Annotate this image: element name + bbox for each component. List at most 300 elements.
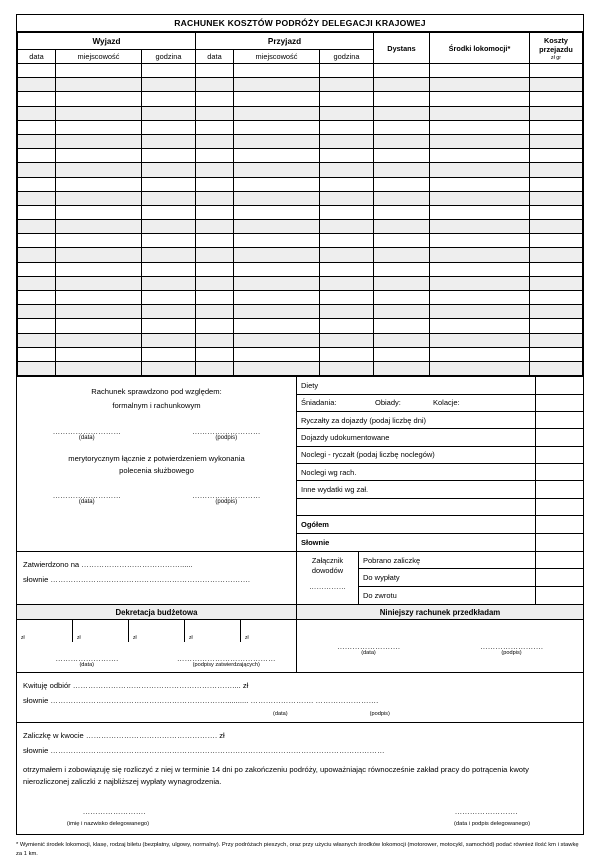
table-cell[interactable] (530, 205, 583, 219)
approval-line1[interactable]: Zatwierdzono na …………………………………...... (23, 560, 193, 570)
cost-breakdown-list (297, 377, 583, 551)
submission-date-dots[interactable]: ……………………. (337, 642, 400, 652)
advance-row-value[interactable] (535, 552, 583, 568)
cost-row-value[interactable] (535, 481, 583, 497)
table-cell[interactable] (142, 163, 196, 177)
verify-date-dots-2[interactable]: ……………………… (52, 491, 121, 501)
table-cell[interactable] (18, 220, 56, 234)
header-koszty-unit: zł gr (550, 54, 562, 61)
table-cell[interactable] (374, 234, 430, 248)
table-cell[interactable] (56, 205, 142, 219)
table-row[interactable] (18, 305, 583, 319)
table-cell[interactable] (142, 177, 196, 191)
table-cell[interactable] (142, 347, 196, 361)
table-cell[interactable] (530, 319, 583, 333)
table-row[interactable] (18, 291, 583, 305)
table-cell[interactable] (142, 120, 196, 134)
table-cell[interactable] (320, 64, 374, 78)
receipt-captions (23, 707, 577, 722)
table-cell[interactable] (234, 92, 320, 106)
settlement-sign-dots[interactable]: ……………………. (454, 807, 518, 817)
table-cell[interactable] (374, 319, 430, 333)
table-cell[interactable] (430, 134, 530, 148)
table-cell[interactable] (320, 120, 374, 134)
table-cell[interactable] (18, 177, 56, 191)
table-cell[interactable] (374, 305, 430, 319)
table-cell[interactable] (320, 333, 374, 347)
table-cell[interactable] (18, 149, 56, 163)
table-cell[interactable] (56, 234, 142, 248)
table-cell[interactable] (56, 333, 142, 347)
table-cell[interactable] (320, 319, 374, 333)
table-cell[interactable] (234, 134, 320, 148)
table-cell[interactable] (142, 64, 196, 78)
table-cell[interactable] (56, 191, 142, 205)
table-cell[interactable] (234, 120, 320, 134)
table-cell[interactable] (234, 191, 320, 205)
verification-line2: formalnym i rachunkowym (112, 401, 201, 411)
advance-dots[interactable]: …………… (309, 582, 346, 592)
table-cell[interactable] (374, 191, 430, 205)
caption-sign-1: (podpis) (215, 435, 238, 442)
table-cell[interactable] (196, 177, 234, 191)
table-cell[interactable] (142, 333, 196, 347)
receipt-line1[interactable]: Kwituję odbiór ……………………………………………………….... zł (23, 681, 249, 691)
table-cell[interactable] (18, 347, 56, 361)
table-cell[interactable] (196, 134, 234, 148)
receipt-line2[interactable]: słownie ……………………………………………………………........... ……………………. ……………………. (23, 696, 379, 706)
table-cell[interactable] (430, 64, 530, 78)
table-cell[interactable] (530, 220, 583, 234)
table-cell[interactable] (18, 106, 56, 120)
budget-date-dots[interactable]: ……………………. (55, 654, 119, 664)
table-cell[interactable] (196, 92, 234, 106)
approval-and-advance-section (17, 551, 583, 604)
table-cell[interactable] (234, 333, 320, 347)
advance-rows (359, 552, 583, 604)
table-row[interactable] (18, 106, 583, 120)
currency-label: zł (77, 635, 81, 642)
cost-row-value[interactable] (535, 447, 583, 463)
table-cell[interactable] (430, 177, 530, 191)
table-cell[interactable] (196, 305, 234, 319)
budget-decree-block (17, 605, 297, 672)
table-cell[interactable] (56, 120, 142, 134)
table-cell[interactable] (56, 291, 142, 305)
table-cell[interactable] (374, 134, 430, 148)
table-cell[interactable] (234, 64, 320, 78)
table-cell[interactable] (234, 276, 320, 290)
currency-label: zł (21, 635, 25, 642)
table-cell[interactable] (142, 205, 196, 219)
table-cell[interactable] (320, 234, 374, 248)
table-cell[interactable] (320, 262, 374, 276)
table-cell[interactable] (374, 78, 430, 92)
cost-row-value[interactable] (535, 516, 583, 532)
table-cell[interactable] (18, 262, 56, 276)
currency-label: zł (133, 635, 137, 642)
table-row[interactable] (18, 319, 583, 333)
table-cell[interactable] (530, 234, 583, 248)
table-cell[interactable] (196, 149, 234, 163)
table-cell[interactable] (430, 305, 530, 319)
table-cell[interactable] (142, 361, 196, 375)
table-cell[interactable] (234, 163, 320, 177)
table-cell[interactable] (142, 276, 196, 290)
table-cell[interactable] (18, 120, 56, 134)
currency-label: zł (189, 635, 193, 642)
table-cell[interactable] (56, 361, 142, 375)
cost-row-value[interactable] (535, 377, 583, 393)
table-cell[interactable] (56, 92, 142, 106)
table-cell[interactable] (56, 305, 142, 319)
table-row[interactable] (18, 191, 583, 205)
table-cell[interactable] (56, 276, 142, 290)
table-cell[interactable] (430, 234, 530, 248)
table-cell[interactable] (430, 347, 530, 361)
table-cell[interactable] (234, 262, 320, 276)
cost-row-label: Dojazdy udokumentowane (301, 432, 390, 442)
table-cell[interactable] (320, 291, 374, 305)
table-cell[interactable] (196, 361, 234, 375)
settlement-line2[interactable]: słownie …………………………………………………………………………………………………………………… (23, 746, 385, 756)
table-cell[interactable] (430, 291, 530, 305)
table-cell[interactable] (374, 333, 430, 347)
table-cell[interactable] (530, 78, 583, 92)
cost-row (297, 481, 583, 498)
table-cell[interactable] (196, 319, 234, 333)
table-cell[interactable] (530, 291, 583, 305)
table-cell[interactable] (234, 149, 320, 163)
verify-sign-dots-1[interactable]: ……………………… (192, 427, 261, 437)
table-cell[interactable] (320, 106, 374, 120)
table-cell[interactable] (18, 248, 56, 262)
table-cell[interactable] (142, 291, 196, 305)
table-cell[interactable] (56, 177, 142, 191)
table-row[interactable] (18, 92, 583, 106)
table-cell[interactable] (374, 149, 430, 163)
table-cell[interactable] (56, 220, 142, 234)
budget-caption-sign: (podpisy zatwierdzających) (192, 662, 260, 669)
table-cell[interactable] (530, 163, 583, 177)
table-cell[interactable] (530, 276, 583, 290)
table-cell[interactable] (430, 78, 530, 92)
table-cell[interactable] (142, 220, 196, 234)
table-cell[interactable] (374, 361, 430, 375)
table-cell[interactable] (142, 234, 196, 248)
advance-label-line2: dowodów (311, 566, 344, 576)
table-cell[interactable] (234, 106, 320, 120)
table-cell[interactable] (374, 248, 430, 262)
submission-caption-row (297, 650, 583, 660)
table-row[interactable] (18, 205, 583, 219)
advance-row-value[interactable] (535, 569, 583, 585)
table-cell[interactable] (142, 92, 196, 106)
settlement-name-dots[interactable]: ……………………. (82, 807, 146, 817)
table-cell[interactable] (374, 177, 430, 191)
table-cell[interactable] (320, 149, 374, 163)
table-cell[interactable] (18, 191, 56, 205)
table-cell[interactable] (142, 149, 196, 163)
verification-line1: Rachunek sprawdzono pod względem: (91, 387, 222, 397)
table-cell[interactable] (142, 78, 196, 92)
cost-row-label: Śniadania: Obiady: Kolacje: (301, 398, 460, 408)
table-cell[interactable] (234, 319, 320, 333)
table-cell[interactable] (196, 163, 234, 177)
cost-row-label: Ryczałty za dojazdy (podaj liczbę dni) (301, 415, 427, 425)
table-cell[interactable] (320, 276, 374, 290)
table-cell[interactable] (18, 276, 56, 290)
table-cell[interactable] (320, 163, 374, 177)
table-cell[interactable] (56, 262, 142, 276)
table-cell[interactable] (142, 305, 196, 319)
table-cell[interactable] (196, 78, 234, 92)
table-cell[interactable] (196, 220, 234, 234)
approval-line2[interactable]: słownie ……………………………………………………………………. (23, 575, 250, 585)
table-cell[interactable] (530, 333, 583, 347)
table-cell[interactable] (430, 220, 530, 234)
budget-decree-cell[interactable] (129, 620, 185, 642)
table-cell[interactable] (430, 361, 530, 375)
merit-line2: polecenia służbowego (119, 466, 194, 476)
table-cell[interactable] (320, 92, 374, 106)
table-row[interactable] (18, 248, 583, 262)
table-cell[interactable] (234, 78, 320, 92)
table-cell[interactable] (56, 347, 142, 361)
table-cell[interactable] (530, 120, 583, 134)
table-row[interactable] (18, 333, 583, 347)
budget-decree-cell[interactable] (185, 620, 241, 642)
caption-sign-2: (podpis) (215, 499, 238, 506)
table-cell[interactable] (196, 262, 234, 276)
cost-row-value[interactable] (535, 534, 583, 551)
table-cell[interactable] (430, 191, 530, 205)
table-cell[interactable] (18, 205, 56, 219)
table-cell[interactable] (530, 177, 583, 191)
table-cell[interactable] (320, 220, 374, 234)
table-cell[interactable] (530, 248, 583, 262)
table-cell[interactable] (196, 291, 234, 305)
table-cell[interactable] (320, 361, 374, 375)
table-cell[interactable] (320, 305, 374, 319)
table-cell[interactable] (430, 333, 530, 347)
table-cell[interactable] (196, 191, 234, 205)
table-cell[interactable] (430, 248, 530, 262)
settlement-line1[interactable]: Zaliczkę w kwocie ……………………………………………. zł (23, 731, 225, 741)
table-cell[interactable] (142, 262, 196, 276)
table-cell[interactable] (18, 361, 56, 375)
table-cell[interactable] (320, 347, 374, 361)
table-cell[interactable] (530, 149, 583, 163)
table-cell[interactable] (196, 120, 234, 134)
table-cell[interactable] (430, 319, 530, 333)
table-cell[interactable] (320, 134, 374, 148)
header-koszty-przejazdu (530, 33, 583, 64)
table-cell[interactable] (374, 347, 430, 361)
submission-caption-date: (data) (361, 650, 376, 657)
advance-row (359, 552, 583, 569)
table-cell[interactable] (18, 163, 56, 177)
table-cell[interactable] (430, 205, 530, 219)
table-cell[interactable] (234, 347, 320, 361)
table-cell[interactable] (196, 333, 234, 347)
table-cell[interactable] (234, 205, 320, 219)
table-cell[interactable] (196, 248, 234, 262)
table-row[interactable] (18, 177, 583, 191)
table-cell[interactable] (374, 163, 430, 177)
table-cell[interactable] (374, 205, 430, 219)
table-cell[interactable] (374, 220, 430, 234)
caption-date-1: (data) (78, 435, 95, 442)
table-cell[interactable] (530, 305, 583, 319)
verify-date-dots-1[interactable]: ……………………… (52, 427, 121, 437)
table-cell[interactable] (234, 361, 320, 375)
submission-sign-dots[interactable]: ……………………. (480, 642, 543, 652)
table-cell[interactable] (56, 78, 142, 92)
table-cell[interactable] (18, 78, 56, 92)
receipt-caption-sign: (podpis) (369, 711, 390, 718)
table-cell[interactable] (530, 262, 583, 276)
table-cell[interactable] (196, 64, 234, 78)
table-row[interactable] (18, 262, 583, 276)
table-cell[interactable] (56, 163, 142, 177)
table-row[interactable] (18, 149, 583, 163)
advance-block (297, 552, 583, 604)
table-cell[interactable] (530, 361, 583, 375)
table-cell[interactable] (56, 248, 142, 262)
table-cell[interactable] (196, 347, 234, 361)
table-row[interactable] (18, 361, 583, 375)
advance-attachments-label (297, 552, 359, 604)
table-cell[interactable] (142, 134, 196, 148)
table-cell[interactable] (18, 333, 56, 347)
table-cell[interactable] (530, 134, 583, 148)
table-cell[interactable] (320, 205, 374, 219)
table-cell[interactable] (320, 191, 374, 205)
table-cell[interactable] (234, 220, 320, 234)
table-cell[interactable] (374, 262, 430, 276)
table-row[interactable] (18, 163, 583, 177)
table-cell[interactable] (196, 276, 234, 290)
budget-decree-cell[interactable] (241, 620, 296, 642)
table-cell[interactable] (374, 64, 430, 78)
advance-row-value[interactable] (535, 587, 583, 604)
table-cell[interactable] (18, 92, 56, 106)
table-row[interactable] (18, 220, 583, 234)
table-row[interactable] (18, 234, 583, 248)
verification-caption-row-1 (17, 435, 296, 441)
cost-row-value[interactable] (535, 464, 583, 480)
table-row[interactable] (18, 276, 583, 290)
advance-row-label: Do zwrotu (363, 591, 397, 600)
table-row[interactable] (18, 78, 583, 92)
table-cell[interactable] (196, 234, 234, 248)
subheader-przyjazd-miejscowosc: miejscowość (234, 50, 320, 64)
table-cell[interactable] (530, 191, 583, 205)
budget-decree-cell[interactable] (73, 620, 129, 642)
table-cell[interactable] (18, 305, 56, 319)
table-cell[interactable] (18, 134, 56, 148)
table-cell[interactable] (56, 64, 142, 78)
table-cell[interactable] (56, 319, 142, 333)
table-cell[interactable] (430, 120, 530, 134)
table-row[interactable] (18, 347, 583, 361)
table-cell[interactable] (430, 276, 530, 290)
table-cell[interactable] (18, 234, 56, 248)
table-cell[interactable] (142, 106, 196, 120)
table-cell[interactable] (142, 248, 196, 262)
table-cell[interactable] (374, 92, 430, 106)
verify-sign-dots-2[interactable]: ……………………… (192, 491, 261, 501)
table-cell[interactable] (374, 291, 430, 305)
table-cell[interactable] (196, 106, 234, 120)
settlement-paragraph: otrzymałem i zobowiązuję się rozliczyć z niej w terminie 14 dni po zakończeniu podróży, upoważniając równocześnie zakład pracy do potrącenia kwoty nierozliczonej zaliczki z najbliższej wypłaty wynagrodzenia. (23, 765, 529, 787)
cost-row (297, 395, 583, 412)
table-cell[interactable] (18, 291, 56, 305)
budget-decree-cell[interactable] (17, 620, 73, 642)
cost-row-value[interactable] (535, 429, 583, 445)
cost-row-value[interactable] (535, 395, 583, 411)
table-cell[interactable] (430, 149, 530, 163)
table-cell[interactable] (196, 205, 234, 219)
budget-sign-dots[interactable]: ………………………………… (176, 654, 276, 664)
table-cell[interactable] (374, 120, 430, 134)
table-row[interactable] (18, 120, 583, 134)
submission-band: Niniejszy rachunek przedkładam (297, 605, 583, 620)
table-cell[interactable] (530, 347, 583, 361)
table-cell[interactable] (320, 248, 374, 262)
cost-row (297, 447, 583, 464)
cost-row (297, 516, 583, 533)
table-cell[interactable] (142, 191, 196, 205)
table-cell[interactable] (142, 319, 196, 333)
subheader-wyjazd-data: data (18, 50, 56, 64)
table-cell[interactable] (530, 92, 583, 106)
table-cell[interactable] (530, 106, 583, 120)
table-cell[interactable] (530, 64, 583, 78)
cost-row-value[interactable] (535, 499, 583, 515)
table-cell[interactable] (234, 177, 320, 191)
table-cell[interactable] (320, 177, 374, 191)
table-cell[interactable] (56, 134, 142, 148)
receipt-caption-date: (data) (273, 711, 288, 718)
cost-row-label: Diety (301, 380, 319, 390)
cost-row-value[interactable] (535, 412, 583, 428)
submission-block (297, 605, 583, 672)
cost-row (297, 534, 583, 551)
table-row[interactable] (18, 64, 583, 78)
cost-row (297, 464, 583, 481)
table-cell[interactable] (234, 248, 320, 262)
table-row[interactable] (18, 134, 583, 148)
table-cell[interactable] (430, 163, 530, 177)
table-cell[interactable] (56, 106, 142, 120)
table-cell[interactable] (430, 262, 530, 276)
table-cell[interactable] (18, 64, 56, 78)
table-cell[interactable] (234, 234, 320, 248)
subheader-wyjazd-miejscowosc: miejscowość (56, 50, 142, 64)
header-koszty-label: Koszty przejazdu (539, 35, 573, 54)
table-cell[interactable] (320, 78, 374, 92)
table-cell[interactable] (430, 106, 530, 120)
table-cell[interactable] (56, 149, 142, 163)
table-cell[interactable] (18, 319, 56, 333)
table-cell[interactable] (234, 291, 320, 305)
table-cell[interactable] (374, 106, 430, 120)
table-cell[interactable] (374, 276, 430, 290)
table-cell[interactable] (234, 305, 320, 319)
table-cell[interactable] (430, 92, 530, 106)
